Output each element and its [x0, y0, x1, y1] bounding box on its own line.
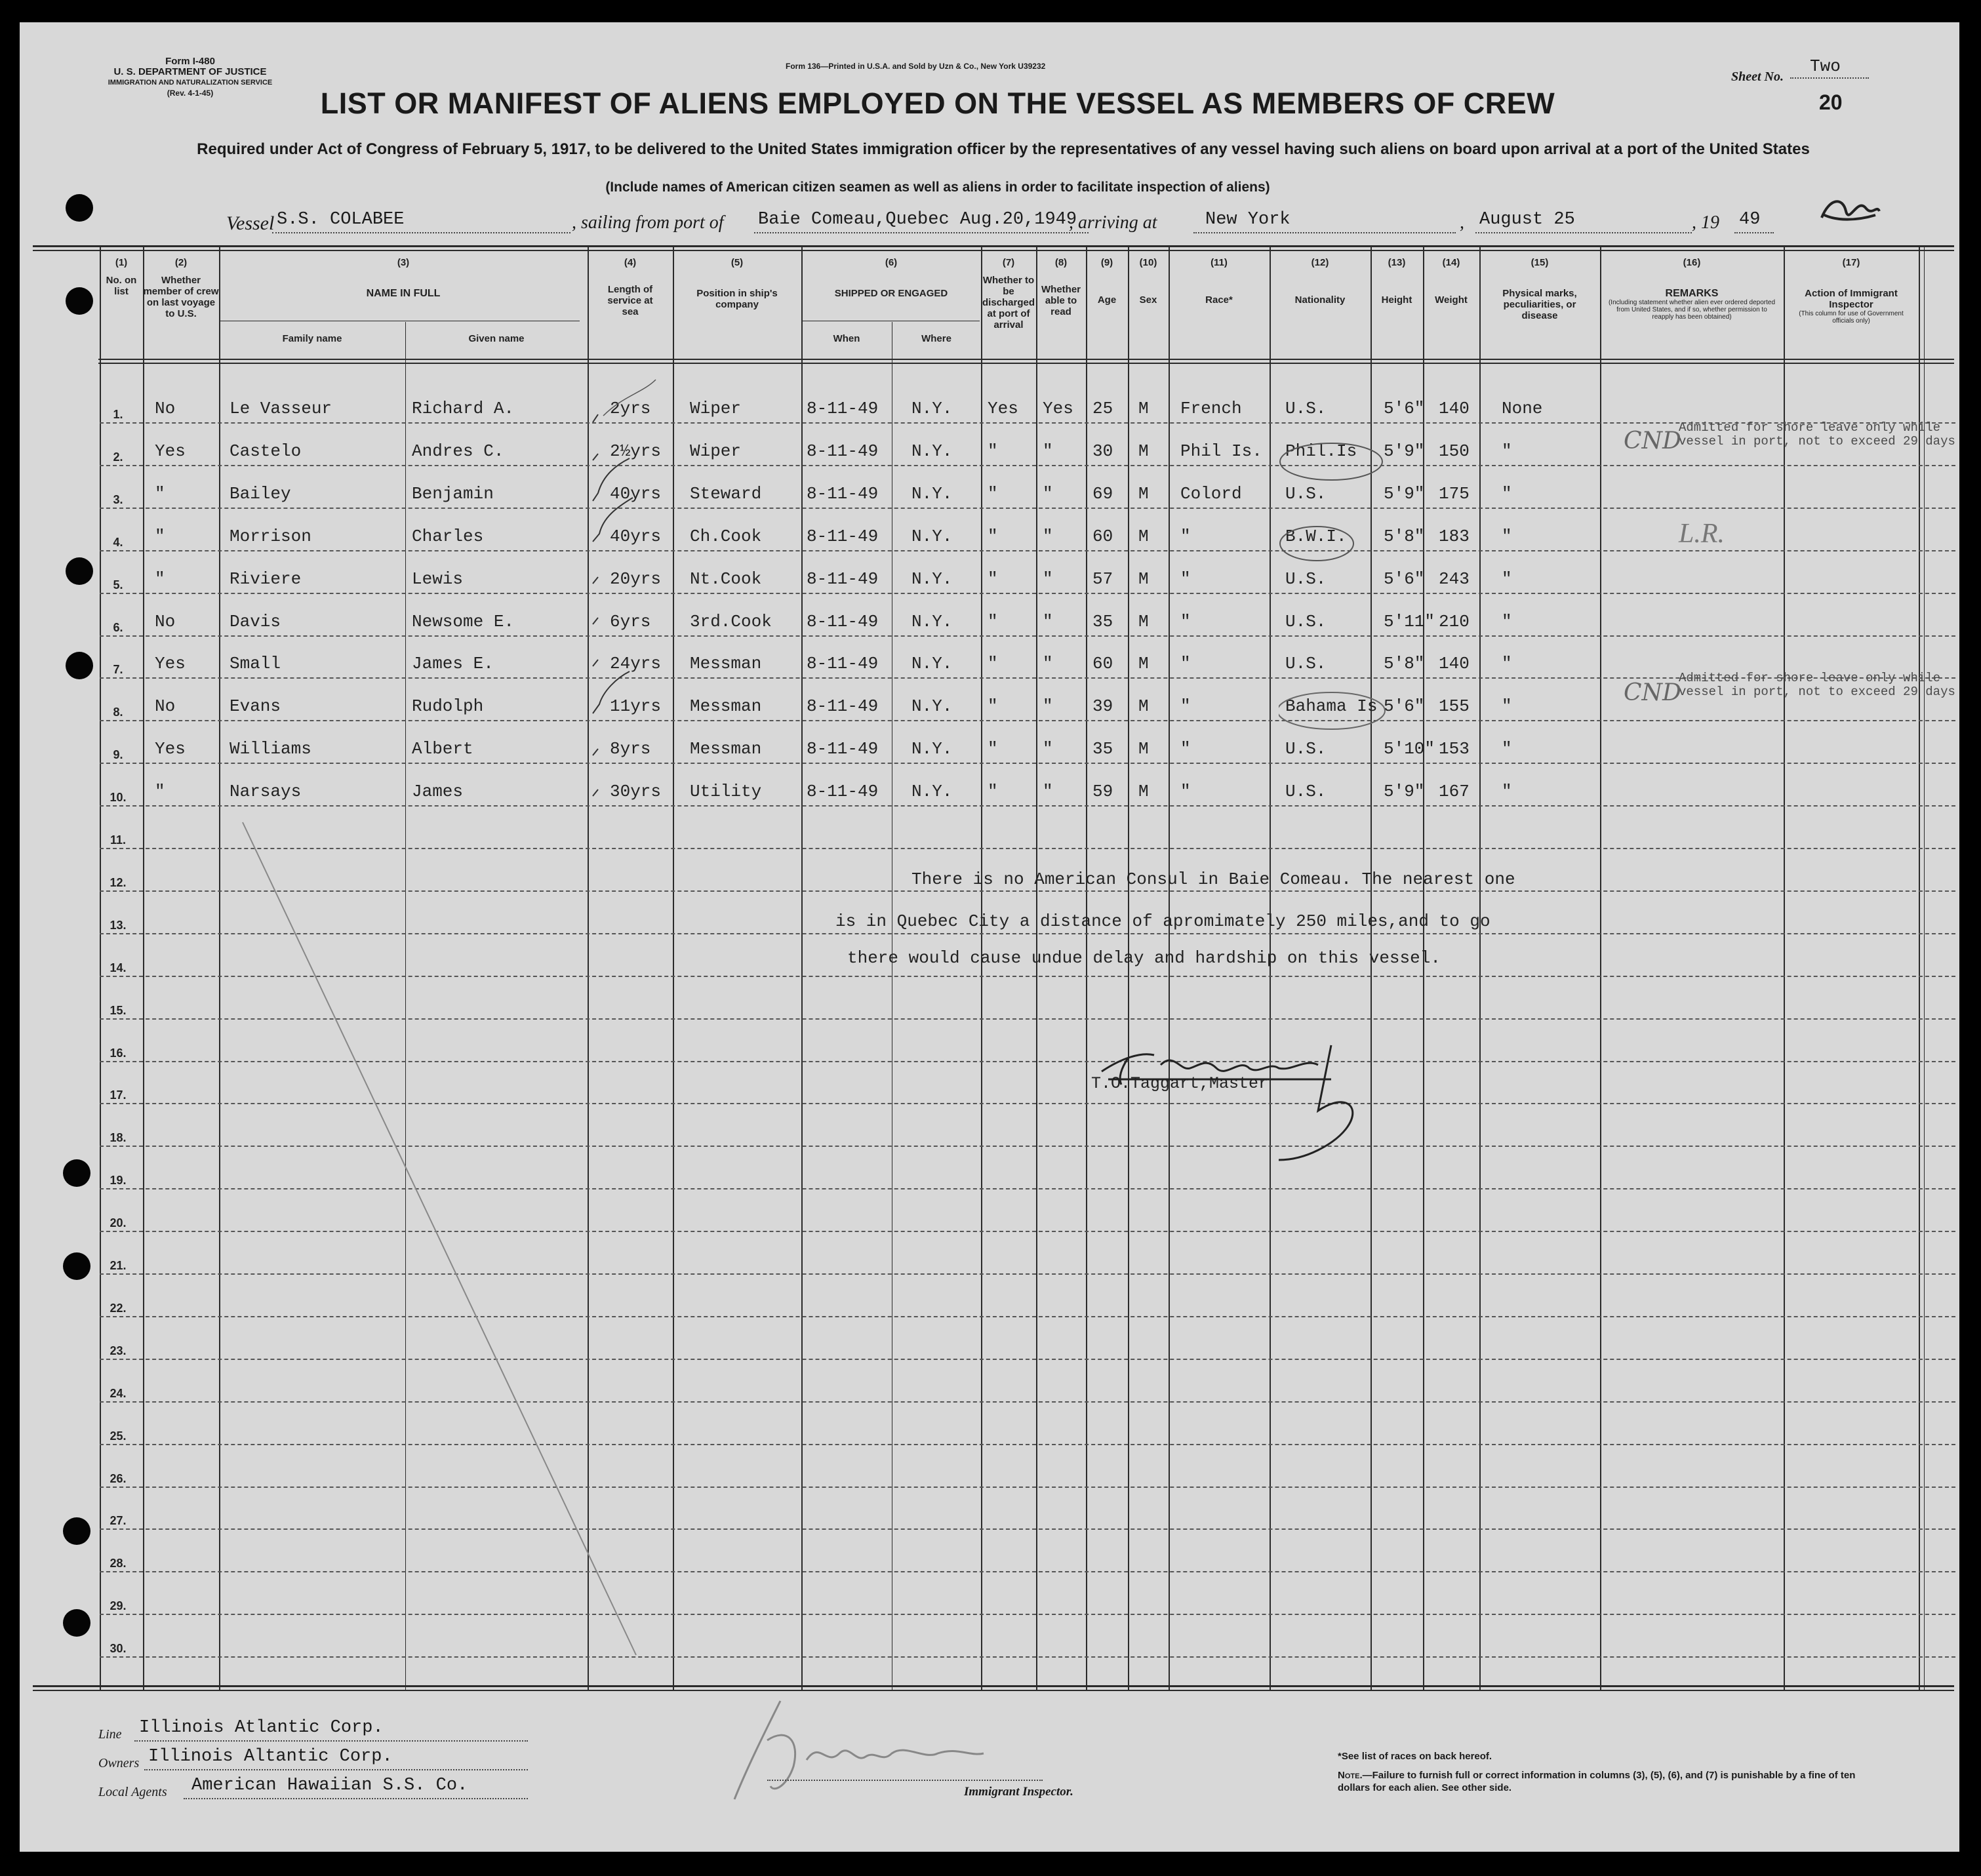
row-number: 15.	[110, 1004, 127, 1017]
family-name-header: Family name	[282, 333, 342, 344]
row-number: 18.	[110, 1131, 127, 1144]
cell-nationality: Bahama Is	[1285, 696, 1378, 716]
cell-when: 8-11-49	[807, 654, 879, 673]
arrival-year: 49	[1739, 210, 1761, 230]
cell-sex: M	[1138, 696, 1149, 716]
form-subtitle: Required under Act of Congress of February 5, 1917, to be delivered to the United States immigration officer by the representatives of any vessel having such aliens on board upon arrival at a port of the United States	[197, 140, 1810, 158]
cell-service: 2½yrs	[610, 441, 662, 461]
cell-last: "	[155, 782, 165, 801]
cell-nationality: U.S.	[1285, 484, 1327, 504]
revision: (Rev. 4-1-45)	[167, 89, 214, 98]
cell-when: 8-11-49	[807, 441, 879, 461]
agents-label: Local Agents	[98, 1785, 167, 1799]
cell-weight: 140	[1439, 654, 1470, 673]
cell-service: 6yrs	[610, 612, 651, 631]
cell-given: Benjamin	[412, 484, 494, 504]
cell-marks: "	[1502, 441, 1512, 461]
row-number: 17.	[110, 1088, 127, 1102]
cell-discharged: "	[988, 696, 998, 716]
cell-position: 3rd.Cook	[690, 612, 772, 631]
cell-when: 8-11-49	[807, 569, 879, 589]
cell-service: 24yrs	[610, 654, 662, 673]
cell-when: 8-11-49	[807, 399, 879, 418]
cell-race: French	[1180, 399, 1242, 418]
cell-where: N.Y.	[911, 739, 953, 759]
col-5-header: (5) Position in ship's company	[696, 257, 778, 310]
cell-family: Riviere	[230, 569, 302, 589]
sheet-label: Sheet No.	[1731, 70, 1784, 84]
owners-value: Illinois Altantic Corp.	[148, 1747, 393, 1766]
printer-line: Form 136—Printed in U.S.A. and Sold by Uzn & Co., New York U39232	[786, 62, 1046, 71]
cell-given: Andres C.	[412, 441, 504, 461]
cell-discharged: "	[988, 527, 998, 546]
cell-read: Yes	[1043, 399, 1073, 418]
inspector-label: Immigrant Inspector.	[964, 1785, 1073, 1799]
col-12-header: (12) Nationality	[1294, 257, 1346, 306]
cell-sex: M	[1138, 484, 1149, 504]
row-number: 29.	[110, 1599, 127, 1612]
row-rule	[100, 422, 1955, 424]
cell-read: "	[1043, 654, 1053, 673]
cell-sex: M	[1138, 569, 1149, 589]
cell-age: 57	[1092, 569, 1113, 589]
inspector-signature-icon	[708, 1688, 1010, 1826]
cell-service: 20yrs	[610, 569, 662, 589]
cell-when: 8-11-49	[807, 527, 879, 546]
cell-marks: None	[1502, 399, 1543, 418]
agents-value: American Hawaiian S.S. Co.	[191, 1776, 468, 1795]
row-number: 13.	[110, 919, 127, 932]
cell-when: 8-11-49	[807, 612, 879, 631]
cell-read: "	[1043, 484, 1053, 504]
row-number: 4.	[113, 536, 123, 549]
cell-discharged: "	[988, 569, 998, 589]
cell-given: Charles	[412, 527, 484, 546]
row-rule	[100, 720, 1955, 721]
cell-where: N.Y.	[911, 484, 953, 504]
cell-discharged: "	[988, 739, 998, 759]
cell-age: 35	[1092, 612, 1113, 631]
cell-position: Messman	[690, 739, 762, 759]
cell-weight: 150	[1439, 441, 1470, 461]
cell-race: "	[1180, 654, 1191, 673]
cell-height: 5'9"	[1384, 782, 1425, 801]
col-7-header: (7) Whether to be discharged at port of arrival	[982, 257, 1035, 330]
cell-discharged: "	[988, 484, 998, 504]
row-rule	[100, 593, 1955, 594]
cell-position: Messman	[690, 696, 762, 716]
row-number: 3.	[113, 493, 123, 506]
cell-last: "	[155, 569, 165, 589]
row-rule	[100, 805, 1955, 807]
row-number: 27.	[110, 1514, 127, 1527]
arrival-port: New York	[1205, 210, 1291, 230]
cell-given: Richard A.	[412, 399, 515, 418]
service-name: IMMIGRATION AND NATURALIZATION SERVICE	[108, 79, 273, 87]
cell-when: 8-11-49	[807, 739, 879, 759]
row-rule	[100, 508, 1955, 509]
row-number: 25.	[110, 1429, 127, 1443]
cell-race: "	[1180, 612, 1191, 631]
master-name: T.O.Taggart,Master	[1091, 1074, 1269, 1093]
cell-height: 5'6"	[1384, 569, 1425, 589]
col-15-header: (15) Physical marks, peculiarities, or disease	[1502, 257, 1577, 321]
cell-height: 5'9"	[1384, 484, 1425, 504]
cell-age: 35	[1092, 739, 1113, 759]
col-9-header: (9) Age	[1097, 257, 1117, 306]
cell-height: 5'11"	[1384, 612, 1435, 631]
inspector-underline	[767, 1780, 1043, 1781]
cell-read: "	[1043, 441, 1053, 461]
cell-height: 5'10"	[1384, 739, 1435, 759]
initials-row-2: CND	[1624, 428, 1681, 454]
row-number: 21.	[110, 1259, 127, 1272]
year-prefix: , 19	[1692, 212, 1719, 233]
cell-height: 5'9"	[1384, 441, 1425, 461]
row-rule	[100, 763, 1955, 764]
nationality-circles-icon	[1279, 442, 1390, 757]
row-number: 30.	[110, 1642, 127, 1655]
cell-service: 2yrs	[610, 399, 651, 418]
cell-discharged: Yes	[988, 399, 1018, 418]
line-value: Illinois Atlantic Corp.	[139, 1718, 384, 1738]
cell-marks: "	[1502, 527, 1512, 546]
row-number: 12.	[110, 876, 127, 889]
statement-line-2: is in Quebec City a distance of apromimately 250 miles,and to go	[835, 911, 1491, 931]
col-1-header: (1) No. on list	[106, 257, 137, 297]
cell-family: Narsays	[230, 782, 302, 801]
cell-nationality: B.W.I.	[1285, 527, 1347, 546]
manifest-sheet: Form I-480 U. S. DEPARTMENT OF JUSTICE IMMIGRATION AND NATURALIZATION SERVICE (Rev. 4-1-45) Form 136—Printed in U.S.A. and Sold by Uzn & Co., New York U39232 Sheet No. Two 20 LIST OR MANIFEST OF ALIENS EMPLOYED ON THE VESSEL AS MEMBERS OF CREW Required under Act of Congress of February 5, 1917, to be delivered to the United States immigration officer by the representatives of any vessel having such aliens on board upon arrival at a port of the United States (Include names of American citizen seamen as well as aliens in order to facilitate inspection of aliens) Vessel S.S. COLABEE , sailing from port of Baie Comeau,Quebec Aug.20,1949 , arriving at New York , August 25 , 19 49 (1) No. on list (2) Whether member of crew on last voyage to U.S. (3) NAME IN FULL Family name Given name (4) Length of service at sea (5) Position in ship's company (6) SHIPPED OR ENGAGED When Where (7) Whether to be discharged at port of arrival (8) Whether able to read (9) Age (10) Sex (11) Race* (12) Nationality (13) Height (14) Weight (15) Physical marks, peculiarities, or disease (16) REMARKS (Including statement whether alien ever ordered deported from United States, and if so, whether permission to reapply has been obtained) (17) Action of Immigrant Inspector (This column for use of Government officials only) 1. 2. 3. 4. 5. 6. 7. 8. 9. 10. 11. 12. 13. 14. 15. 16. 17. 18. 19. 20. 21. 22. 23. 24. 25. 26. 27. 28. 29. 30. No Le Vasseur Richard A. 2yrs Wiper 8-11-49 N.Y. Yes Yes 25 M French U.S. 5'6" 140 None Yes Castelo Andres C. 2½yrs Wiper 8-11-49 N.Y. " " 30 M Phil Is. Phil.Is 5'9" 150 " " Bailey Benjamin 40yrs Steward 8-11-49 N.Y. " " 69 M Colord U.S. 5'9" 175 " " Morrison Charles 40yrs Ch.Cook 8-11-49 N.Y. " " 60 M " B.W.I. 5'8" 183 " " Riviere Lewis 20yrs Nt.Cook 8-11-49 N.Y. " " 57 M " U.S. 5'6" 243 " No Davis Newsome E. 6yrs 3rd.Cook 8-11-49 N.Y. " " 35 M " U.S. 5'11" 210 " Yes Small James E. 24yrs Messman 8-11-49 N.Y. " " 60 M " U.S. 5'8" 140 " No Evans Rudolph 11yrs Messman 8-11-49 N.Y. " " 39 M " Bahama Is 5'6" 155 " Yes Williams Albert 8yrs Messman 8-11-49 N.Y. " " 35 M " U.S. 5'10" 153 " " Narsays James 30yrs Utility 8-11-49 N.Y. " " 59 M " U.S. 5'9" 167 " Admitted for shore leave only while vessel in port, not to exceed 29 days CND L.R. Admitted for shore leave only while vessel in port, not to exceed 29 days CND There is no American Consul in Baie Comeau. The nearest one is in Quebec City a distance of apromimately 250 miles,and to go there would cause undue delay and hardship on this vessel. T.O.Taggart,Master Line Illinois Atlantic Corp. Owners Illinois Altantic Corp. Local Agents American Hawaiian S.S. Co. Immigrant Inspector. *See list of races on back hereof. Note.—Failure to furnish full or correct information in columns (3), (5), (6), and (7) is punishable by a fine of ten dollars for each alien. See other side.	[20, 22, 1959, 1852]
cell-family: Small	[230, 654, 281, 673]
cell-last: "	[155, 527, 165, 546]
cell-last: No	[155, 399, 176, 418]
row-number: 2.	[113, 450, 123, 464]
cell-height: 5'6"	[1384, 399, 1425, 418]
cell-discharged: "	[988, 612, 998, 631]
cell-where: N.Y.	[911, 569, 953, 589]
cell-weight: 140	[1439, 399, 1470, 418]
cell-nationality: U.S.	[1285, 739, 1327, 759]
cell-age: 59	[1092, 782, 1113, 801]
cell-weight: 210	[1439, 612, 1470, 631]
cell-where: N.Y.	[911, 527, 953, 546]
col-8-header: (8) Whether able to read	[1041, 257, 1081, 317]
line-underline	[134, 1740, 528, 1742]
sheet-number: Two	[1810, 56, 1841, 76]
row-number: 1.	[113, 408, 123, 421]
cell-position: Ch.Cook	[690, 527, 762, 546]
cell-service: 8yrs	[610, 739, 651, 759]
row-number: 22.	[110, 1302, 127, 1315]
remark-row-8: Admitted for shore leave only while vessel in port, not to exceed 29 days	[1679, 671, 1955, 699]
cell-discharged: "	[988, 441, 998, 461]
row-number: 20.	[110, 1216, 127, 1229]
statement-line-1: There is no American Consul in Baie Comeau. The nearest one	[911, 869, 1515, 889]
cell-last: Yes	[155, 654, 186, 673]
col-6-header: (6) SHIPPED OR ENGAGED	[834, 257, 948, 299]
cell-age: 30	[1092, 441, 1113, 461]
initials-row-8: CND	[1624, 679, 1681, 706]
row-number: 6.	[113, 621, 123, 634]
cell-last: No	[155, 696, 176, 716]
cell-weight: 167	[1439, 782, 1470, 801]
cell-where: N.Y.	[911, 399, 953, 418]
cell-race: Colord	[1180, 484, 1242, 504]
cell-position: Messman	[690, 654, 762, 673]
cell-last: "	[155, 484, 165, 504]
cell-read: "	[1043, 739, 1053, 759]
row-number: 26.	[110, 1472, 127, 1485]
cell-age: 25	[1092, 399, 1113, 418]
cell-given: Albert	[412, 739, 473, 759]
cell-race: "	[1180, 527, 1191, 546]
arrival-date: August 25	[1479, 210, 1575, 230]
cell-family: Williams	[230, 739, 311, 759]
cell-marks: "	[1502, 569, 1512, 589]
row-number: 11.	[110, 833, 127, 847]
col-3-header: (3) NAME IN FULL	[366, 257, 441, 299]
cell-service: 40yrs	[610, 484, 662, 504]
owners-label: Owners	[98, 1756, 140, 1770]
cell-read: "	[1043, 569, 1053, 589]
cell-service: 30yrs	[610, 782, 662, 801]
cell-race: "	[1180, 569, 1191, 589]
row-rule	[100, 465, 1955, 466]
cell-height: 5'8"	[1384, 527, 1425, 546]
cell-where: N.Y.	[911, 696, 953, 716]
vessel-name: S.S. COLABEE	[277, 210, 405, 230]
cell-race: "	[1180, 782, 1191, 801]
cell-marks: "	[1502, 654, 1512, 673]
cell-age: 60	[1092, 527, 1113, 546]
when-header: When	[833, 333, 860, 344]
row-number: 8.	[113, 706, 123, 719]
cell-when: 8-11-49	[807, 696, 879, 716]
cell-when: 8-11-49	[807, 782, 879, 801]
cell-where: N.Y.	[911, 654, 953, 673]
cell-nationality: U.S.	[1285, 782, 1327, 801]
line-label: Line	[98, 1727, 122, 1742]
cell-nationality: U.S.	[1285, 654, 1327, 673]
cell-marks: "	[1502, 696, 1512, 716]
col-17-header: (17) Action of Immigrant Inspector (This column for use of Government officials only)	[1799, 257, 1904, 325]
cell-race: "	[1180, 696, 1191, 716]
cell-read: "	[1043, 612, 1053, 631]
cell-sex: M	[1138, 782, 1149, 801]
cell-weight: 155	[1439, 696, 1470, 716]
cell-age: 60	[1092, 654, 1113, 673]
col-13-header: (13) Height	[1381, 257, 1412, 306]
cell-family: Le Vasseur	[230, 399, 332, 418]
agents-underline	[184, 1798, 528, 1799]
row-number: 9.	[113, 748, 123, 761]
statement-line-3: there would cause undue delay and hardship on this vessel.	[847, 948, 1441, 968]
cell-position: Wiper	[690, 399, 742, 418]
cell-given: Lewis	[412, 569, 464, 589]
cell-sex: M	[1138, 527, 1149, 546]
cell-service: 11yrs	[610, 696, 662, 716]
lr-initials: L.R.	[1679, 519, 1725, 549]
owners-underline	[144, 1769, 528, 1770]
where-header: Where	[921, 333, 951, 344]
cell-marks: "	[1502, 739, 1512, 759]
tick-marks-icon	[584, 376, 662, 822]
diagonal-pencil-line-icon	[216, 809, 675, 1662]
sheet-page: 20	[1819, 90, 1843, 114]
cell-family: Castelo	[230, 441, 302, 461]
row-number: 5.	[113, 578, 123, 591]
cell-last: Yes	[155, 441, 186, 461]
row-rule	[100, 550, 1955, 551]
row-number: 7.	[113, 663, 123, 676]
cell-nationality: U.S.	[1285, 569, 1327, 589]
cell-family: Morrison	[230, 527, 311, 546]
cell-where: N.Y.	[911, 782, 953, 801]
col-14-header: (14) Weight	[1435, 257, 1468, 306]
cell-weight: 243	[1439, 569, 1470, 589]
master-signature-icon	[1082, 1032, 1384, 1170]
given-name-header: Given name	[468, 333, 525, 344]
col-4-header: (4) Length of service at sea	[607, 257, 653, 317]
cell-read: "	[1043, 696, 1053, 716]
col-11-header: (11) Race*	[1205, 257, 1233, 306]
cell-family: Davis	[230, 612, 281, 631]
col-10-header: (10) Sex	[1139, 257, 1157, 306]
cell-when: 8-11-49	[807, 484, 879, 504]
race-note: *See list of races on back hereof.	[1338, 1751, 1492, 1762]
cell-height: 5'6"	[1384, 696, 1425, 716]
cell-family: Bailey	[230, 484, 291, 504]
cell-marks: "	[1502, 484, 1512, 504]
cell-given: Rudolph	[412, 696, 484, 716]
form-title: LIST OR MANIFEST OF ALIENS EMPLOYED ON THE VESSEL AS MEMBERS OF CREW	[320, 87, 1555, 120]
cell-read: "	[1043, 527, 1053, 546]
cell-height: 5'8"	[1384, 654, 1425, 673]
cell-sex: M	[1138, 654, 1149, 673]
arriving-label: , arriving at	[1069, 212, 1157, 233]
cell-family: Evans	[230, 696, 281, 716]
row-number: 23.	[110, 1344, 127, 1357]
cell-where: N.Y.	[911, 441, 953, 461]
cell-where: N.Y.	[911, 612, 953, 631]
row-number: 24.	[110, 1387, 127, 1400]
cell-position: Utility	[690, 782, 762, 801]
cell-sex: M	[1138, 441, 1149, 461]
row-number: 10.	[110, 791, 127, 804]
row-rule	[100, 677, 1955, 679]
cell-age: 69	[1092, 484, 1113, 504]
cell-position: Wiper	[690, 441, 742, 461]
cell-given: James	[412, 782, 464, 801]
department: U. S. DEPARTMENT OF JUSTICE	[113, 66, 267, 77]
remark-row-2: Admitted for shore leave only while vessel in port, not to exceed 29 days	[1679, 420, 1955, 449]
cell-discharged: "	[988, 782, 998, 801]
cell-discharged: "	[988, 654, 998, 673]
cell-weight: 183	[1439, 527, 1470, 546]
cell-weight: 153	[1439, 739, 1470, 759]
cell-sex: M	[1138, 399, 1149, 418]
cell-nationality: U.S.	[1285, 612, 1327, 631]
col-2-header: (2) Whether member of crew on last voyage to U.S.	[143, 257, 219, 319]
form-number: Form I-480	[165, 56, 215, 67]
vessel-label: Vessel	[226, 212, 275, 234]
cell-sex: M	[1138, 612, 1149, 631]
cell-last: Yes	[155, 739, 186, 759]
cell-marks: "	[1502, 782, 1512, 801]
row-number: 19.	[110, 1174, 127, 1187]
cell-read: "	[1043, 782, 1053, 801]
departure-port: Baie Comeau,Quebec Aug.20,1949	[758, 210, 1077, 230]
cell-nationality: Phil.Is	[1285, 441, 1357, 461]
cell-age: 39	[1092, 696, 1113, 716]
cell-given: Newsome E.	[412, 612, 515, 631]
row-number: 28.	[110, 1557, 127, 1570]
cell-last: No	[155, 612, 176, 631]
col-16-header: (16) REMARKS (Including statement whether alien ever ordered deported from United States, and if so, whether permission to reapply has been obtained)	[1608, 257, 1776, 321]
row-number: 14.	[110, 961, 127, 974]
cell-given: James E.	[412, 654, 494, 673]
cell-race: "	[1180, 739, 1191, 759]
cell-service: 40yrs	[610, 527, 662, 546]
cell-position: Nt.Cook	[690, 569, 762, 589]
cell-weight: 175	[1439, 484, 1470, 504]
cell-sex: M	[1138, 739, 1149, 759]
row-number: 16.	[110, 1047, 127, 1060]
cell-marks: "	[1502, 612, 1512, 631]
cell-nationality: U.S.	[1285, 399, 1327, 418]
cell-position: Steward	[690, 484, 762, 504]
form-note: (Include names of American citizen seamen as well as aliens in order to facilitate inspection of aliens)	[605, 180, 1270, 195]
row-rule	[100, 635, 1955, 637]
penalty-note: Note.—Failure to furnish full or correct information in columns (3), (5), (6), and (7) is punishable by a fine of ten dollars for each alien. See other side.	[1338, 1770, 1856, 1793]
sailing-label: , sailing from port of	[572, 212, 724, 233]
cell-race: Phil Is.	[1180, 441, 1262, 461]
